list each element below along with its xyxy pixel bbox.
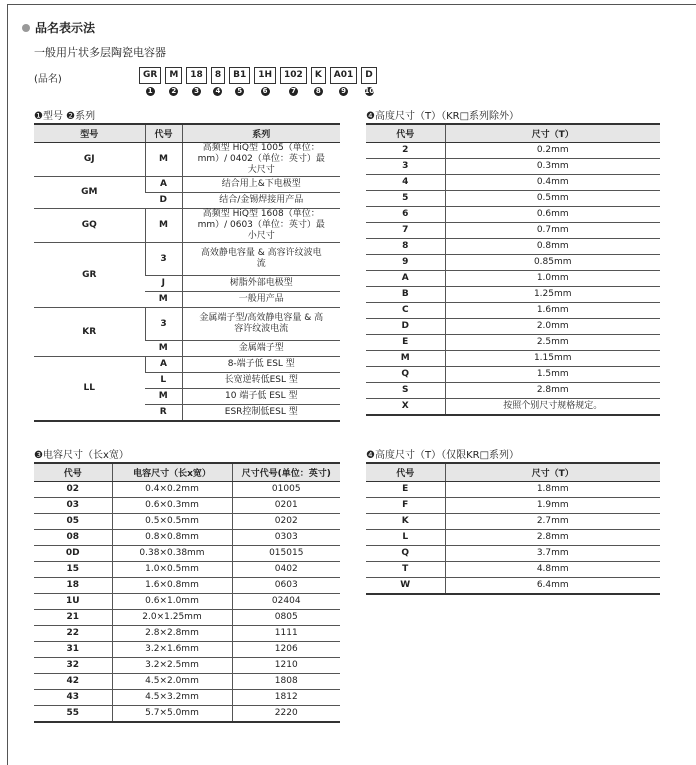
col-header: 电容尺寸（长x宽） [112,463,232,482]
code-cell: 3 [145,308,182,341]
table-row [34,626,340,642]
table-row [366,351,660,367]
cell: 0.85mm [445,255,660,271]
part-code-box: D [361,67,376,84]
table-row [366,367,660,383]
part-code-box: 8 [211,67,225,84]
code-cell: D [145,193,182,209]
cell: 6 [366,207,445,223]
part-code [139,67,161,96]
cell: 1.5mm [445,367,660,383]
part-code-box: B1 [229,67,250,84]
cell: 0303 [232,530,340,546]
table-row [34,498,340,514]
part-code [186,67,207,96]
table-row [34,243,340,276]
cell: 03 [34,498,112,514]
table-row [34,674,340,690]
part-code [211,67,225,96]
part-code [361,67,376,96]
table-row [366,578,660,595]
height-kr-table [366,462,660,595]
bullet-icon [22,24,30,32]
type-cell: KR [34,308,145,357]
table-row [366,207,660,223]
cell: 3.7mm [445,546,660,562]
part-code-box: K [311,67,326,84]
part-code [165,67,182,96]
cell: 1210 [232,658,340,674]
part-code-box: M [165,67,182,84]
table-row [34,482,340,498]
table-row [34,514,340,530]
table-row [366,271,660,287]
cell: 0.4×0.2mm [112,482,232,498]
cell: 3.2×1.6mm [112,642,232,658]
cell: 0.38×0.38mm [112,546,232,562]
col-header: 尺寸（T） [445,124,660,143]
cell: 9 [366,255,445,271]
table-row [366,482,660,498]
cell: Q [366,367,445,383]
table-row [366,546,660,562]
cell: D [366,319,445,335]
cell: 2.0×1.25mm [112,610,232,626]
cell: 43 [34,690,112,706]
cell: W [366,578,445,595]
cell: 55 [34,706,112,723]
part-code [254,67,276,96]
cell: 0.3mm [445,159,660,175]
col-header: 型号 [34,124,145,143]
cell: 21 [34,610,112,626]
col-header: 代号 [366,124,445,143]
col-header: 尺寸代号(单位：英寸) [232,463,340,482]
part-code-box: A01 [330,67,358,84]
cell: 02404 [232,594,340,610]
table-row [366,498,660,514]
cell: L [366,530,445,546]
cell: 0.6mm [445,207,660,223]
part-code-number: 8 [314,87,323,96]
cell: 0.2mm [445,143,660,159]
cell: 05 [34,514,112,530]
series-cell: 高效静电容量 & 高容许纹波电流 [182,243,340,276]
cell: S [366,383,445,399]
table-row [366,514,660,530]
table-row [366,562,660,578]
series-cell: 高频型 HiQ型 1608（单位：mm）/ 0603（单位：英寸）最小尺寸 [182,209,340,243]
table-row [34,562,340,578]
series-cell: 金属端子型 [182,341,340,357]
table-row [366,303,660,319]
series-cell: 结合/金锡焊接用产品 [182,193,340,209]
code-cell: M [145,209,182,243]
cell: 015015 [232,546,340,562]
part-code-box: GR [139,67,161,84]
cell: 按照个别尺寸规格规定。 [445,399,660,416]
cell: 18 [34,578,112,594]
cell: A [366,271,445,287]
cell: 2.8mm [445,530,660,546]
cell: 31 [34,642,112,658]
table-row [34,706,340,723]
part-code-number: 2 [169,87,178,96]
table-row [34,546,340,562]
cell: 0.7mm [445,223,660,239]
code-cell: M [145,143,182,177]
cell: 2.8mm [445,383,660,399]
part-code [229,67,250,96]
table-row [366,191,660,207]
table-row [34,308,340,341]
cell: 1808 [232,674,340,690]
part-code-box: 1H [254,67,276,84]
cell: 1111 [232,626,340,642]
table-row [34,209,340,243]
title-text: 品名表示法 [35,21,96,35]
series-cell: 长宽逆转低ESL 型 [182,373,340,389]
cell: 3.2×2.5mm [112,658,232,674]
cell: 02 [34,482,112,498]
col-header: 代号 [366,463,445,482]
height-kr-heading: ❹高度尺寸（T）（仅限KR□系列） [366,450,520,461]
cell: 1.8mm [445,482,660,498]
cell: E [366,482,445,498]
part-code-number: 6 [261,87,270,96]
table-row [366,287,660,303]
cell: 32 [34,658,112,674]
part-code-number: 7 [289,87,298,96]
cell: 8 [366,239,445,255]
part-number-label: (品名) [34,74,62,85]
table-row [366,383,660,399]
cell: 1.9mm [445,498,660,514]
cell: 4 [366,175,445,191]
cell: 15 [34,562,112,578]
type-cell: LL [34,357,145,422]
col-header: 系列 [182,124,340,143]
part-code-box: 18 [186,67,207,84]
part-code-boxes [139,67,377,96]
height-table [366,123,660,416]
table-row [34,357,340,373]
series-cell: 一般用产品 [182,292,340,308]
cell: 1206 [232,642,340,658]
cell: 08 [34,530,112,546]
cell: 42 [34,674,112,690]
cell: 1.15mm [445,351,660,367]
part-code-number: 3 [192,87,201,96]
col-header: 代号 [34,463,112,482]
cell: E [366,335,445,351]
cell: 0.6×0.3mm [112,498,232,514]
table-row [366,335,660,351]
table-row [366,159,660,175]
table-row [34,642,340,658]
series-cell: ESR控制低ESL 型 [182,405,340,422]
height-heading: ❹高度尺寸（T）（KR□系列除外） [366,111,520,122]
cell: 22 [34,626,112,642]
table-row [34,530,340,546]
cell: 0202 [232,514,340,530]
series-cell: 高频型 HiQ型 1005（单位：mm）/ 0402（单位：英寸）最大尺寸 [182,143,340,177]
cell: 0805 [232,610,340,626]
cell: 01005 [232,482,340,498]
cell: 2.8×2.8mm [112,626,232,642]
type-cell: GJ [34,143,145,177]
cell: 0201 [232,498,340,514]
cell: 1.6×0.8mm [112,578,232,594]
part-code-number: 5 [235,87,244,96]
cap-size-table [34,462,340,723]
cell: 0.8×0.8mm [112,530,232,546]
cell: 2220 [232,706,340,723]
cell: C [366,303,445,319]
cell: 1.25mm [445,287,660,303]
cell: 5 [366,191,445,207]
series-cell: 10 端子低 ESL 型 [182,389,340,405]
table-row [366,399,660,416]
part-code-number: 1 [146,87,155,96]
cell: 2.5mm [445,335,660,351]
cell: 0.6×1.0mm [112,594,232,610]
cell: 0.5mm [445,191,660,207]
code-cell: M [145,341,182,357]
cell: 0603 [232,578,340,594]
cell: 0402 [232,562,340,578]
cell: M [366,351,445,367]
part-code-box: 102 [280,67,307,84]
table-row [34,610,340,626]
cell: 1.0×0.5mm [112,562,232,578]
cell: 3 [366,159,445,175]
cell: 0D [34,546,112,562]
cell: 0.4mm [445,175,660,191]
cell: Q [366,546,445,562]
cell: 6.4mm [445,578,660,595]
code-cell: M [145,292,182,308]
table-row [34,578,340,594]
cell: 2.7mm [445,514,660,530]
code-cell: L [145,373,182,389]
type-cell: GQ [34,209,145,243]
cell: 4.8mm [445,562,660,578]
cell: X [366,399,445,416]
series-cell: 树脂外部电极型 [182,276,340,292]
cell: 4.5×3.2mm [112,690,232,706]
table-row [366,319,660,335]
part-code [280,67,307,96]
table-row [366,175,660,191]
part-code-number: 4 [213,87,222,96]
part-code [311,67,326,96]
cell: 2 [366,143,445,159]
table-row [366,239,660,255]
subtitle: 一般用片状多层陶瓷电容器 [34,46,166,59]
part-code [330,67,358,96]
cell: 4.5×2.0mm [112,674,232,690]
series-cell: 结合用上&下电极型 [182,177,340,193]
table-row [366,530,660,546]
cell: T [366,562,445,578]
type-series-heading: ❶型号 ❷系列 [34,111,96,122]
cell: 5.7×5.0mm [112,706,232,723]
table-row [366,143,660,159]
code-cell: R [145,405,182,422]
table-row [34,594,340,610]
cell: 1.6mm [445,303,660,319]
code-cell: J [145,276,182,292]
cell: 7 [366,223,445,239]
table-row [366,223,660,239]
cell: 0.8mm [445,239,660,255]
type-cell: GR [34,243,145,308]
cell: 0.5×0.5mm [112,514,232,530]
table-row [34,658,340,674]
cell: B [366,287,445,303]
cap-size-heading: ❸电容尺寸（长x宽） [34,450,129,461]
table-row [366,255,660,271]
code-cell: A [145,357,182,373]
table-row [34,177,340,193]
cell: 1U [34,594,112,610]
section-title [22,19,95,36]
col-header: 代号 [145,124,182,143]
code-cell: 3 [145,243,182,276]
part-code-number: 9 [339,87,348,96]
cell: K [366,514,445,530]
code-cell: M [145,389,182,405]
table-row [34,690,340,706]
cell: 2.0mm [445,319,660,335]
col-header: 尺寸（T） [445,463,660,482]
cell: 1.0mm [445,271,660,287]
cell: 1812 [232,690,340,706]
type-cell: GM [34,177,145,209]
part-code-number: 10 [364,87,375,95]
type-series-table [34,123,340,422]
code-cell: A [145,177,182,193]
series-cell: 金属端子型/高效静电容量 & 高容许纹波电流 [182,308,340,341]
cell: F [366,498,445,514]
table-row [34,143,340,177]
series-cell: 8-端子低 ESL 型 [182,357,340,373]
